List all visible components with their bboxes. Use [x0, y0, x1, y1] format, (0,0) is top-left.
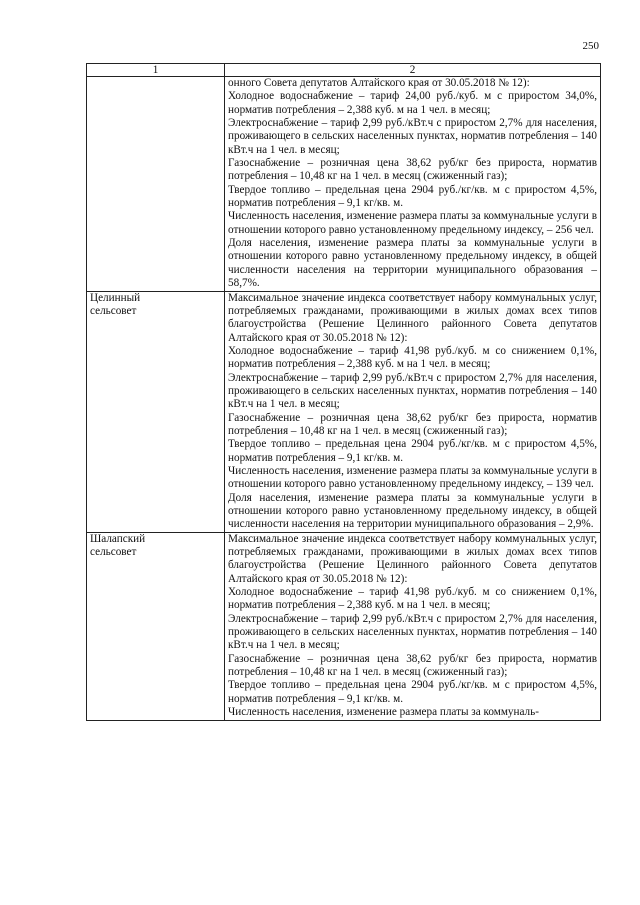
description-paragraph: Газоснабжение – розничная цена 38,62 руб/кг без прироста, норматив потребления – 10,48 кг на 1 чел. в месяц (сжиженный газ);: [228, 157, 597, 183]
municipality-name-line: Шалапский: [90, 532, 146, 545]
description-paragraph: Численность населения, изменение размера платы за коммунальные услуги в отношении которого равно установленному предельному индексу, – 139 чел.: [228, 464, 597, 491]
municipality-name-line: сельсовет: [90, 304, 137, 317]
description-paragraph: Газоснабжение – розничная цена 38,62 руб/кг без прироста, норматив потребления – 10,48 кг на 1 чел. в месяц (сжиженный газ);: [228, 411, 597, 437]
description-paragraph: Электроснабжение – тариф 2,99 руб./кВт.ч с приростом 2,7% для населения, проживающего в сельских населенных пунктах, норматив потребления – 140 кВт.ч на 1 чел. в месяц;: [228, 612, 597, 652]
description-paragraph: Холодное водоснабжение – тариф 24,00 руб./куб. м с приростом 34,0%, норматив потребления – 2,388 куб. м на 1 чел. в месяц;: [228, 90, 597, 116]
municipality-name-cell: [87, 291, 225, 532]
description-paragraph: Электроснабжение – тариф 2,99 руб./кВт.ч с приростом 2,7% для населения, проживающего в сельских населенных пунктах, норматив потребления – 140 кВт.ч на 1 чел. в месяц;: [228, 117, 597, 156]
description-paragraph: Численность населения, изменение размера платы за коммуналь-: [228, 706, 539, 719]
table-row: [87, 532, 601, 720]
tariff-description-cell: [225, 77, 601, 292]
description-paragraph: Твердое топливо – предельная цена 2904 руб./кг/кв. м с приростом 4,5%, норматив потребления – 9,1 кг/кв. м.: [228, 183, 597, 210]
description-paragraph: Холодное водоснабжение – тариф 41,98 руб./куб. м со снижением 0,1%, норматив потребления – 2,388 куб. м на 1 чел. в месяц;: [228, 586, 597, 612]
description-paragraph: онного Совета депутатов Алтайского края от 30.05.2018 № 12):: [228, 77, 530, 89]
description-paragraph: Твердое топливо – предельная цена 2904 руб./кг/кв. м с приростом 4,5%, норматив потребления – 9,1 кг/кв. м.: [228, 679, 597, 705]
description-paragraph: Доля населения, изменение размера платы за коммунальные услуги в отношении которого равно установленному предельному индексу, в общей численности населения на территории муниципального образования – 2,9%.: [228, 491, 597, 531]
description-paragraph: Максимальное значение индекса соответствует набору коммунальных услуг, потребляемых гражданами, проживающими в жилых домах всех типов благоустройства (Решение Целинного районного Совета депутатов Алтайского края от 30.05.2018 № 12):: [228, 532, 597, 585]
description-paragraph: Электроснабжение – тариф 2,99 руб./кВт.ч с приростом 2,7% для населения, проживающего в сельских населенных пунктах, норматив потребления – 140 кВт.ч на 1 чел. в месяц;: [228, 371, 597, 411]
tariff-table: [86, 63, 601, 721]
municipality-name-line: Целинный: [90, 291, 141, 304]
tariff-description-cell: [225, 532, 601, 720]
description-paragraph: Твердое топливо – предельная цена 2904 руб./кг/кв. м с приростом 4,5%, норматив потребления – 9,1 кг/кв. м.: [228, 438, 597, 464]
page-number: 250: [582, 40, 599, 52]
table-header-row: [87, 64, 601, 77]
description-paragraph: Холодное водоснабжение – тариф 41,98 руб./куб. м со снижением 0,1%, норматив потребления – 2,388 куб. м на 1 чел. в месяц;: [228, 344, 597, 371]
description-paragraph: Максимальное значение индекса соответствует набору коммунальных услуг, потребляемых гражданами, проживающими в жилых домах всех типов благоустройства (Решение Целинного районного Совета депутатов Алтайского края от 30.05.2018 № 12):: [228, 291, 597, 344]
municipality-name-cell: [87, 532, 225, 720]
table-row: [87, 77, 601, 292]
municipality-name-cell: [87, 77, 225, 292]
column-header-2: 2: [225, 64, 601, 77]
tariff-description-cell: [225, 291, 601, 532]
column-header-1: 1: [87, 64, 225, 77]
municipality-name-line: сельсовет: [90, 546, 137, 559]
table-row: [87, 291, 601, 532]
description-paragraph: Доля населения, изменение размера платы за коммунальные услуги в отношении которого равно установленному предельному индексу, в общей численности населения на территории муниципального образования – 58,7%.: [228, 237, 597, 290]
description-paragraph: Газоснабжение – розничная цена 38,62 руб/кг без прироста, норматив потребления – 10,48 кг на 1 чел. в месяц (сжиженный газ);: [228, 652, 597, 679]
description-paragraph: Численность населения, изменение размера платы за коммунальные услуги в отношении которого равно установленному предельному индексу, – 256 чел.: [228, 210, 597, 236]
